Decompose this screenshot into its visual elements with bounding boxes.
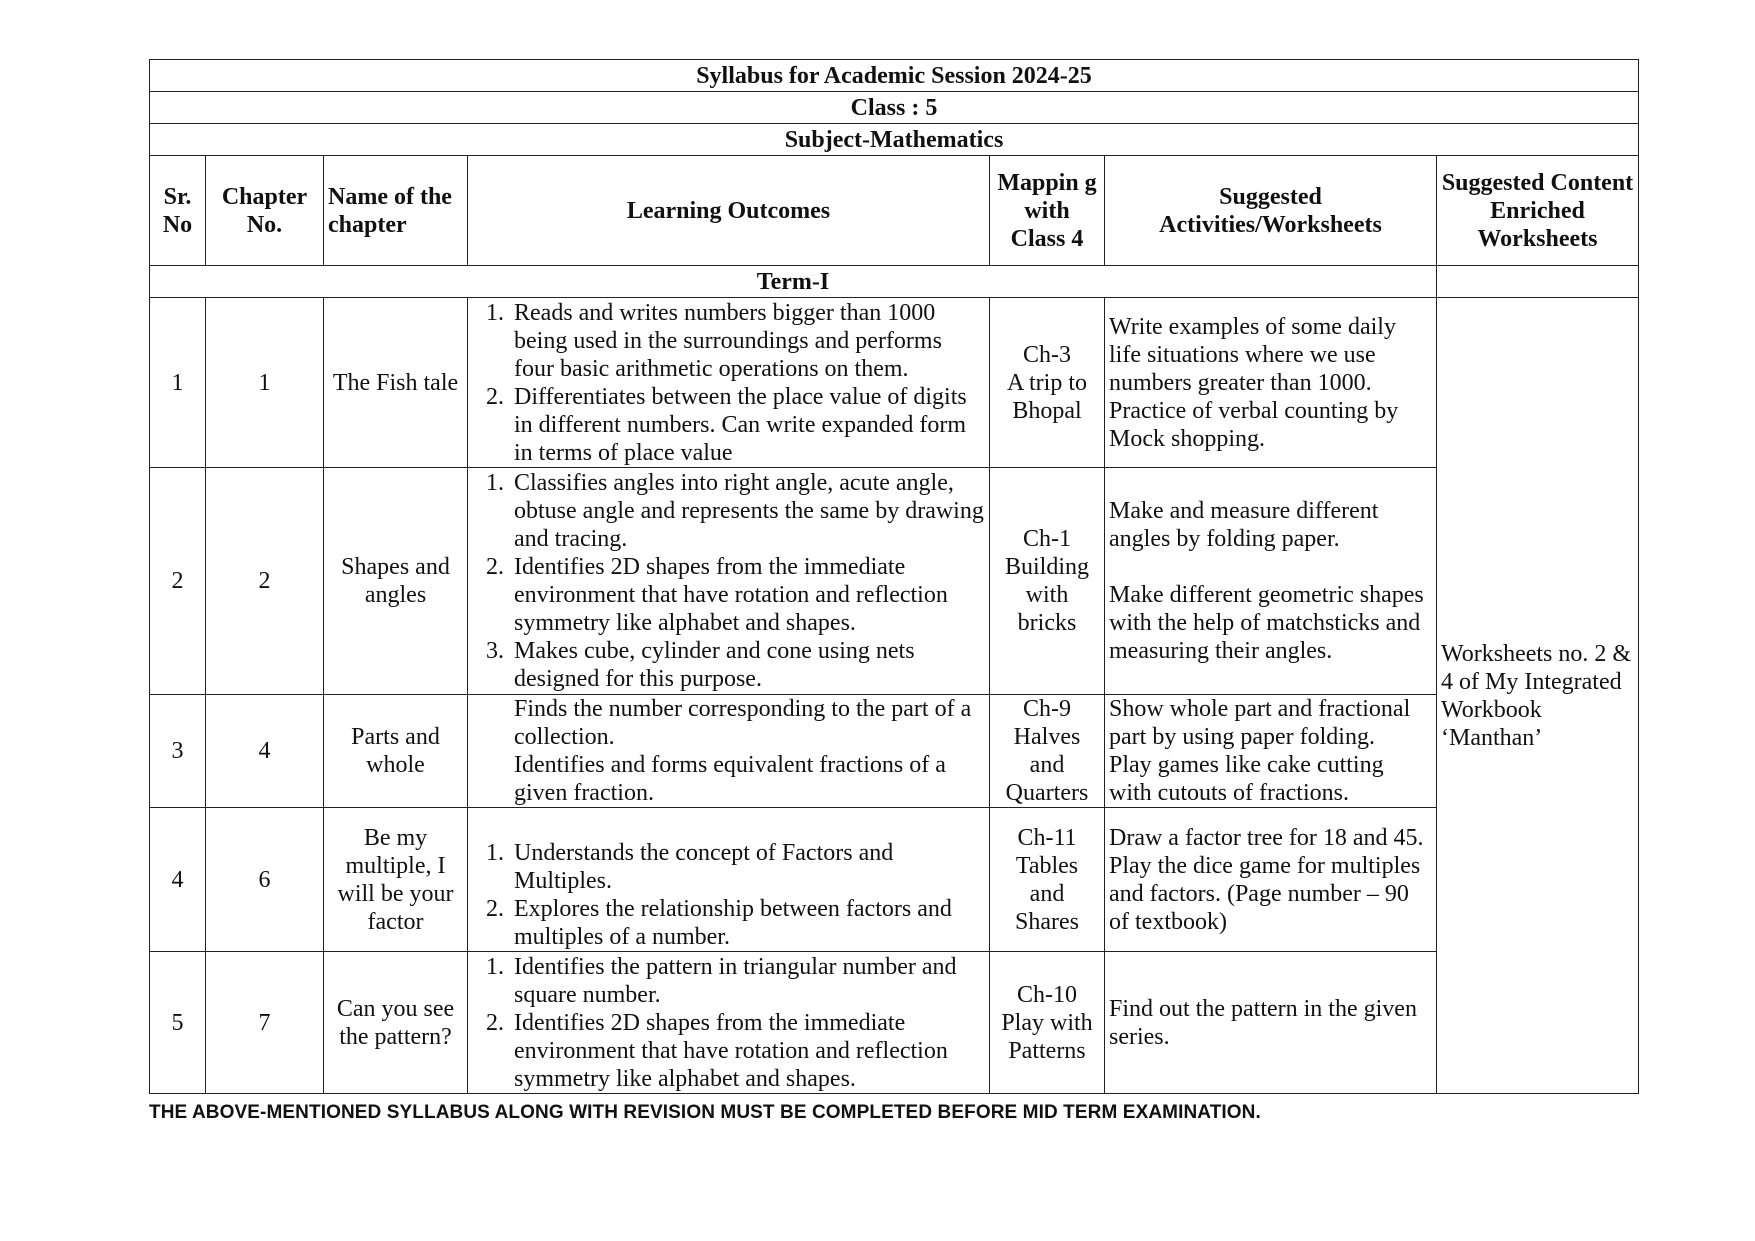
mapping-line: and: [1029, 880, 1065, 907]
mapping-class-4: [990, 298, 1105, 468]
term-empty-cell: [1437, 266, 1639, 298]
subject-label: Subject-Mathematics: [150, 124, 1639, 156]
mapping-line: Ch-1: [1023, 526, 1071, 552]
sr-no: 2: [150, 468, 206, 695]
outcome-item: 2. Explores the relationship between factors and multiples of a number.: [510, 895, 985, 951]
mapping-line: Tables: [1015, 852, 1079, 879]
suggested-activities: [1105, 298, 1437, 468]
mapping-class-4: [990, 952, 1105, 1094]
outcome-item: Identifies and forms equivalent fractions of a given fraction.: [514, 752, 946, 806]
table-row: [150, 468, 1639, 695]
chapter-name: Parts and whole: [324, 695, 468, 808]
chapter-name: Shapes and angles: [324, 468, 468, 695]
table-row: [150, 298, 1639, 468]
mapping-line: Ch-9: [1023, 696, 1071, 722]
table-row: [150, 808, 1639, 952]
mapping-line: Bhopal: [1012, 397, 1082, 424]
table-row: [150, 952, 1639, 1094]
header-chapter-name: Name of the chapter: [324, 156, 468, 266]
mapping-class-4: [990, 468, 1105, 695]
class-label: Class : 5: [150, 92, 1639, 124]
chapter-name: The Fish tale: [324, 298, 468, 468]
suggested-activities: [1105, 808, 1437, 952]
suggested-activities: [1105, 952, 1437, 1094]
mapping-class-4: [990, 808, 1105, 952]
mapping-line: Quarters: [1005, 780, 1089, 806]
outcome-item: 1. Identifies the pattern in triangular number and square number.: [510, 953, 985, 1009]
chapter-no: 4: [206, 695, 324, 808]
activity-text: Write examples of some daily life situations where we use numbers greater than 1000.: [1109, 313, 1396, 396]
title-row: [150, 60, 1639, 92]
header-sr-no: Sr. No: [150, 156, 206, 266]
header-row: [150, 156, 1639, 266]
footer-note: THE ABOVE-MENTIONED SYLLABUS ALONG WITH REVISION MUST BE COMPLETED BEFORE MID TERM EXAMINATION.: [149, 1102, 1261, 1123]
mapping-line: Ch-10: [1017, 981, 1077, 1008]
header-chapter-no: Chapter No.: [206, 156, 324, 266]
chapter-no: 1: [206, 298, 324, 468]
learning-outcomes: [468, 298, 990, 468]
activity-text: Draw a factor tree for 18 and 45.: [1109, 824, 1424, 851]
mapping-line: Ch-11: [1017, 824, 1077, 851]
outcome-item: Finds the number corresponding to the part of a collection.: [514, 696, 972, 750]
learning-outcomes: [468, 695, 990, 808]
mapping-line: Building: [1004, 554, 1089, 580]
learning-outcomes: [468, 952, 990, 1094]
sr-no: 5: [150, 952, 206, 1094]
activity-text: Show whole part and fractional part by using paper folding.: [1109, 696, 1411, 750]
activity-text: Find out the pattern in the given series.: [1109, 995, 1417, 1050]
spacer: [1109, 553, 1432, 581]
mapping-line: Play with: [1001, 1009, 1093, 1036]
enriched-worksheets: Worksheets no. 2 & 4 of My Integrated Workbook ‘Manthan’: [1437, 298, 1639, 1094]
suggested-activities: [1105, 695, 1437, 808]
outcome-item: 1. Classifies angles into right angle, acute angle, obtuse angle and represents the same by drawing and tracing.: [510, 469, 985, 553]
chapter-name: Be my multiple, I will be your factor: [324, 808, 468, 952]
mapping-line: A trip to: [1006, 369, 1087, 396]
activity-text: Practice of verbal counting by Mock shopping.: [1109, 397, 1399, 452]
sr-no: 1: [150, 298, 206, 468]
outcome-item: 2. Identifies 2D shapes from the immediate environment that have rotation and reflection symmetry like alphabet and shapes.: [510, 553, 985, 637]
chapter-no: 2: [206, 468, 324, 695]
outcome-item: 1. Understands the concept of Factors and Multiples.: [510, 839, 985, 895]
term-label: Term-I: [150, 266, 1437, 298]
learning-outcomes: [468, 468, 990, 695]
header-mapping: Mappin g with Class 4: [990, 156, 1105, 266]
chapter-no: 6: [206, 808, 324, 952]
learning-outcomes: [468, 808, 990, 952]
document-title: Syllabus for Academic Session 2024-25: [150, 60, 1639, 92]
outcome-item: 2. Differentiates between the place value of digits in different numbers. Can write expanded form in terms of place value: [510, 383, 985, 467]
header-enriched: Suggested Content Enriched Worksheets: [1437, 156, 1639, 266]
sr-no: 3: [150, 695, 206, 808]
mapping-line: Halves: [1013, 724, 1081, 750]
mapping-line: bricks: [1017, 610, 1077, 636]
suggested-activities: [1105, 468, 1437, 695]
table-row: [150, 695, 1639, 808]
outcome-item: 1. Reads and writes numbers bigger than 1000 being used in the surroundings and performs four basic arithmetic operations on them.: [510, 299, 985, 383]
header-learning-outcomes: Learning Outcomes: [468, 156, 990, 266]
mapping-class-4: [990, 695, 1105, 808]
mapping-line: with: [1025, 582, 1069, 608]
syllabus-table: [149, 59, 1639, 1094]
activity-text: Play the dice game for multiples and factors. (Page number – 90 of textbook): [1109, 852, 1421, 935]
activity-text: Make and measure different angles by folding paper.: [1109, 498, 1379, 552]
mapping-line: Shares: [1015, 908, 1079, 935]
chapter-name: Can you see the pattern?: [324, 952, 468, 1094]
outcome-item: 3. Makes cube, cylinder and cone using nets designed for this purpose.: [510, 637, 985, 693]
mapping-line: Patterns: [1008, 1037, 1086, 1064]
header-activities: Suggested Activities/Worksheets: [1105, 156, 1437, 266]
term-row: [150, 266, 1639, 298]
chapter-no: 7: [206, 952, 324, 1094]
mapping-line: and: [1029, 752, 1065, 778]
class-row: [150, 92, 1639, 124]
mapping-line: Ch-3: [1023, 341, 1071, 368]
activity-text: Make different geometric shapes with the help of matchsticks and measuring their angles.: [1109, 582, 1424, 664]
subject-row: [150, 124, 1639, 156]
sr-no: 4: [150, 808, 206, 952]
activity-text: Play games like cake cutting with cutouts of fractions.: [1109, 752, 1384, 806]
outcome-item: 2. Identifies 2D shapes from the immediate environment that have rotation and reflection symmetry like alphabet and shapes.: [510, 1009, 985, 1093]
